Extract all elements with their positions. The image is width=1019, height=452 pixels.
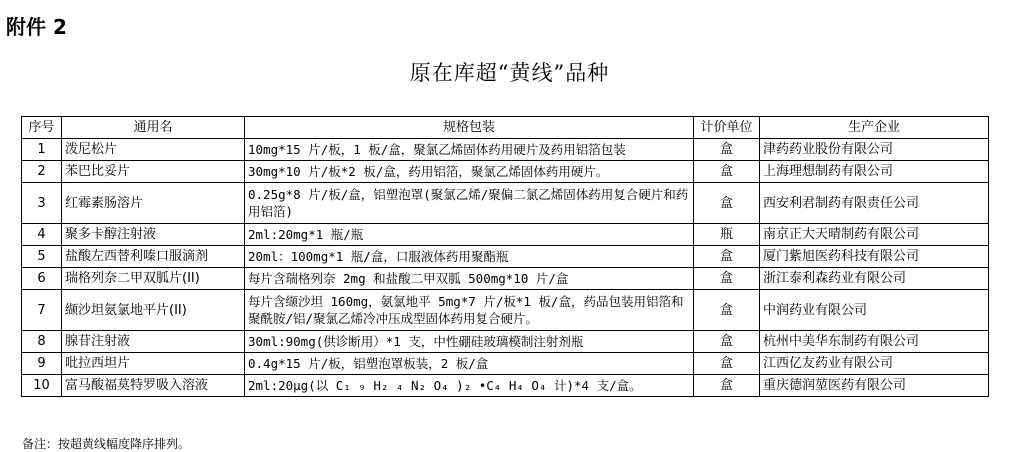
cell-maker: 浙江泰利森药业有限公司 — [760, 268, 989, 290]
table-row — [22, 224, 989, 246]
cell-unit: 盒 — [694, 183, 760, 224]
cell-name: 盐酸左西替利嗪口服滴剂 — [62, 246, 245, 268]
cell-maker: 上海理想制药有限公司 — [760, 161, 989, 183]
cell-spec: 每片含瑞格列奈 2mg 和盐酸二甲双胍 500mg*10 片/盒 — [245, 268, 694, 290]
table-row — [22, 268, 989, 290]
cell-unit: 瓶 — [694, 224, 760, 246]
table-row — [22, 139, 989, 161]
cell-name: 泼尼松片 — [62, 139, 245, 161]
cell-unit: 盒 — [694, 268, 760, 290]
cell-spec: 10mg*15 片/板，1 板/盒，聚氯乙烯固体药用硬片及药用铝箔包装 — [245, 139, 694, 161]
table-row — [22, 353, 989, 375]
column-header-maker: 生产企业 — [760, 117, 989, 139]
cell-maker: 中润药业有限公司 — [760, 290, 989, 331]
cell-name: 红霉素肠溶片 — [62, 183, 245, 224]
cell-unit: 盒 — [694, 353, 760, 375]
cell-unit: 盒 — [694, 331, 760, 353]
table-header-row — [22, 117, 989, 139]
cell-name: 苯巴比妥片 — [62, 161, 245, 183]
cell-maker: 重庆德润堃医药有限公司 — [760, 375, 989, 397]
cell-name: 富马酸福莫特罗吸入溶液 — [62, 375, 245, 397]
cell-spec: 2ml:20mg*1 瓶/瓶 — [245, 224, 694, 246]
product-table — [21, 116, 989, 397]
cell-spec: 每片含缬沙坦 160mg，氨氯地平 5mg*7 片/板*1 板/盒，药品包装用铝箔和聚酰胺/铝/聚氯乙烯冷冲压成型固体药用复合硬片。 — [245, 290, 694, 331]
page-title: 原在库超“黄线”品种 — [409, 61, 610, 85]
cell-no: 5 — [22, 246, 62, 268]
table-row — [22, 331, 989, 353]
cell-name: 瑞格列奈二甲双胍片(II) — [62, 268, 245, 290]
table-row — [22, 161, 989, 183]
cell-unit: 盒 — [694, 375, 760, 397]
cell-spec: 2ml:20μg(以 C₁ ₉ H₂ ₄ N₂ O₄ )₂ •C₄ H₄ O₄ 计)*4 支/盒。 — [245, 375, 694, 397]
cell-maker: 津药药业股份有限公司 — [760, 139, 989, 161]
cell-name: 缬沙坦氨氯地平片(II) — [62, 290, 245, 331]
cell-unit: 盒 — [694, 139, 760, 161]
cell-unit: 盒 — [694, 290, 760, 331]
column-header-no: 序号 — [22, 117, 62, 139]
cell-name: 腺苷注射液 — [62, 331, 245, 353]
table-row — [22, 183, 989, 224]
cell-unit: 盒 — [694, 161, 760, 183]
cell-no: 9 — [22, 353, 62, 375]
column-header-name: 通用名 — [62, 117, 245, 139]
table-row — [22, 375, 989, 397]
cell-unit: 盒 — [694, 246, 760, 268]
cell-maker: 杭州中美华东制药有限公司 — [760, 331, 989, 353]
table-row — [22, 246, 989, 268]
cell-spec: 0.4g*15 片/板，铝塑泡罩板装，2 板/盒 — [245, 353, 694, 375]
cell-spec: 0.25g*8 片/板/盒，铝塑泡罩(聚氯乙烯/聚偏二氯乙烯固体药用复合硬片和药用铝箔) — [245, 183, 694, 224]
cell-spec: 30mg*10 片/板*2 板/盒，药用铝箔，聚氯乙烯固体药用硬片。 — [245, 161, 694, 183]
cell-name: 聚多卡醇注射液 — [62, 224, 245, 246]
attachment-label: 附件 2 — [6, 15, 67, 39]
table-row — [22, 290, 989, 331]
cell-maker: 厦门紫旭医药科技有限公司 — [760, 246, 989, 268]
cell-no: 6 — [22, 268, 62, 290]
cell-name: 吡拉西坦片 — [62, 353, 245, 375]
cell-spec: 20ml：100mg*1 瓶/盒，口服液体药用聚酯瓶 — [245, 246, 694, 268]
cell-no: 10 — [22, 375, 62, 397]
cell-no: 1 — [22, 139, 62, 161]
cell-no: 4 — [22, 224, 62, 246]
cell-maker: 西安利君制药有限责任公司 — [760, 183, 989, 224]
column-header-spec: 规格包装 — [245, 117, 694, 139]
column-header-unit: 计价单位 — [694, 117, 760, 139]
footnote: 备注：按超黄线幅度降序排列。 — [22, 437, 191, 451]
cell-spec: 30ml:90mg(供诊断用）*1 支，中性硼硅玻璃模制注射剂瓶 — [245, 331, 694, 353]
cell-no: 2 — [22, 161, 62, 183]
cell-maker: 南京正大天晴制药有限公司 — [760, 224, 989, 246]
cell-no: 3 — [22, 183, 62, 224]
cell-maker: 江西亿友药业有限公司 — [760, 353, 989, 375]
cell-no: 7 — [22, 290, 62, 331]
cell-no: 8 — [22, 331, 62, 353]
